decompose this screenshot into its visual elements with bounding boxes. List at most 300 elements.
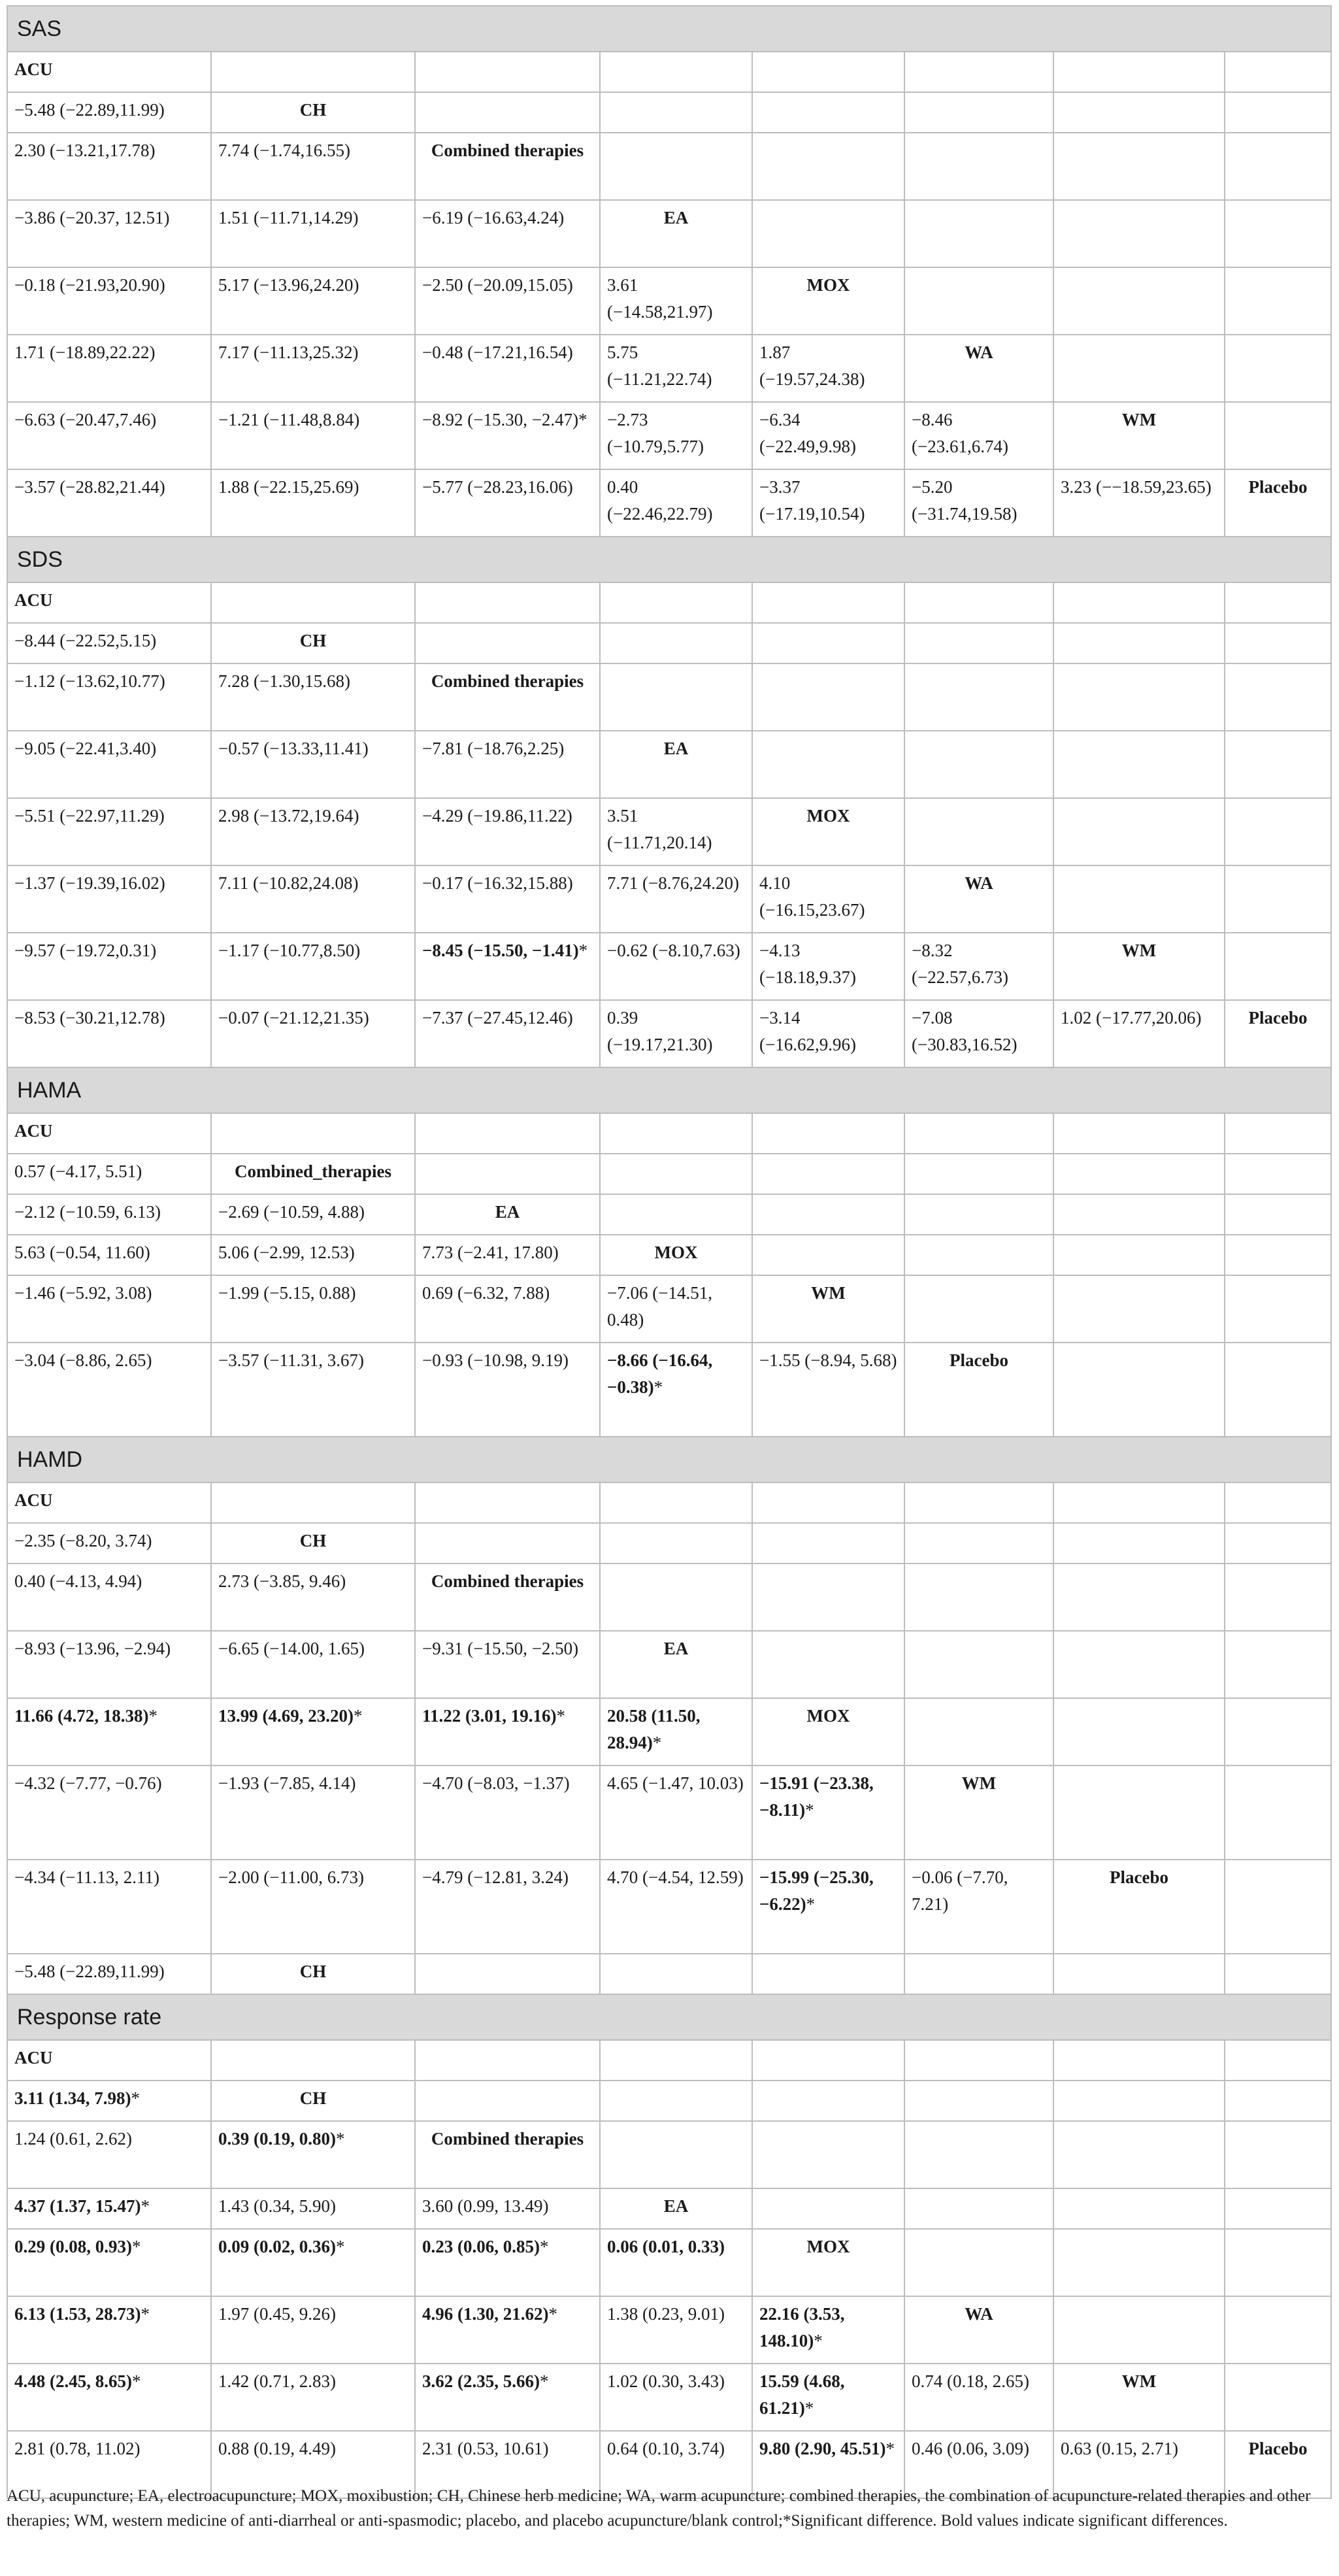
empty-cell — [1053, 92, 1225, 133]
empty-cell — [1225, 1765, 1331, 1860]
empty-cell — [904, 92, 1053, 133]
section-header-row — [7, 6, 1331, 52]
table-cell: 2.31 (0.53, 10.61) — [415, 2431, 600, 2498]
table-cell: 1.88 (−22.15,25.69) — [211, 469, 415, 537]
table-cell: −2.00 (−11.00, 6.73) — [211, 1860, 415, 1954]
treatment-label: WM — [1053, 402, 1225, 469]
significant-value: 0.06 (0.01, 0.33) — [607, 2237, 725, 2256]
empty-cell — [1053, 1631, 1225, 1698]
treatment-label: Placebo — [1225, 469, 1331, 537]
treatment-label: Placebo — [904, 1343, 1053, 1437]
empty-cell — [1225, 933, 1331, 1000]
empty-cell — [752, 2040, 904, 2081]
empty-cell — [600, 1523, 752, 1564]
significant-cell — [415, 2296, 600, 2364]
section-title: HAMA — [7, 1067, 1331, 1113]
table-cell: −8.46 (−23.61,6.74) — [904, 402, 1053, 469]
empty-cell — [752, 1564, 904, 1631]
empty-cell — [1053, 865, 1225, 933]
empty-cell — [904, 1564, 1053, 1631]
significance-marker: * — [814, 2331, 823, 2350]
empty-cell — [1053, 52, 1225, 92]
table-cell: −6.34 (−22.49,9.98) — [752, 402, 904, 469]
empty-cell — [1053, 2081, 1225, 2121]
table-cell: −0.18 (−21.93,20.90) — [7, 267, 211, 335]
empty-cell — [1225, 1482, 1331, 1523]
table-cell: 7.11 (−10.82,24.08) — [211, 865, 415, 933]
empty-cell — [415, 92, 600, 133]
empty-cell — [1225, 798, 1331, 865]
section-header-row — [7, 537, 1331, 582]
empty-cell — [1053, 1523, 1225, 1564]
table-cell: 0.63 (0.15, 2.71) — [1053, 2431, 1225, 2498]
table-cell: −4.13 (−18.18,9.37) — [752, 933, 904, 1000]
significant-cell — [7, 2229, 211, 2296]
significant-cell — [7, 2364, 211, 2431]
significant-value: −8.66 (−16.64, −0.38) — [607, 1350, 713, 1397]
table-cell: −8.53 (−30.21,12.78) — [7, 1000, 211, 1067]
empty-cell — [1225, 1698, 1331, 1765]
table-cell: −6.65 (−14.00, 1.65) — [211, 1631, 415, 1698]
table-cell: −8.32 (−22.57,6.73) — [904, 933, 1053, 1000]
table-cell: −1.12 (−13.62,10.77) — [7, 663, 211, 731]
table-row — [7, 267, 1331, 335]
empty-cell — [415, 2040, 600, 2081]
empty-cell — [600, 2040, 752, 2081]
empty-cell — [752, 1235, 904, 1275]
table-row — [7, 1698, 1331, 1765]
table-row — [7, 1113, 1331, 1154]
table-cell: 1.02 (0.30, 3.43) — [600, 2364, 752, 2431]
significant-value: 11.22 (3.01, 19.16) — [422, 1706, 557, 1726]
empty-cell — [1225, 1113, 1331, 1154]
table-cell: −8.92 (−15.30, −2.47)* — [415, 402, 600, 469]
empty-cell — [1225, 731, 1331, 798]
table-row — [7, 1564, 1331, 1631]
empty-cell — [904, 1113, 1053, 1154]
empty-cell — [1053, 731, 1225, 798]
empty-cell — [1225, 133, 1331, 200]
significant-cell — [415, 2229, 600, 2296]
table-cell: −6.19 (−16.63,4.24) — [415, 200, 600, 267]
empty-cell — [904, 52, 1053, 92]
table-cell: 3.60 (0.99, 13.49) — [415, 2188, 600, 2229]
table-cell: −1.17 (−10.77,8.50) — [211, 933, 415, 1000]
empty-cell — [752, 623, 904, 663]
significant-cell — [752, 1765, 904, 1860]
empty-cell — [904, 1698, 1053, 1765]
empty-cell — [904, 623, 1053, 663]
table-row — [7, 92, 1331, 133]
table-cell: −2.73 (−10.79,5.77) — [600, 402, 752, 469]
empty-cell — [904, 663, 1053, 731]
empty-cell — [1225, 1954, 1331, 1994]
empty-cell — [1053, 335, 1225, 402]
table-row — [7, 798, 1331, 865]
significance-marker: * — [141, 2304, 150, 2324]
significance-marker: * — [556, 1706, 565, 1726]
table-row — [7, 1765, 1331, 1860]
table-cell: −5.48 (−22.89,11.99) — [7, 92, 211, 133]
table-cell: 7.71 (−8.76,24.20) — [600, 865, 752, 933]
empty-cell — [904, 1954, 1053, 1994]
empty-cell — [1225, 335, 1331, 402]
empty-cell — [752, 663, 904, 731]
table-cell: −5.77 (−28.23,16.06) — [415, 469, 600, 537]
table-cell: −3.57 (−11.31, 3.67) — [211, 1343, 415, 1437]
empty-cell — [1053, 200, 1225, 267]
empty-cell — [600, 1113, 752, 1154]
table-row — [7, 933, 1331, 1000]
empty-cell — [1053, 663, 1225, 731]
empty-cell — [1225, 92, 1331, 133]
empty-cell — [904, 1194, 1053, 1235]
empty-cell — [415, 582, 600, 623]
table-cell: −8.93 (−13.96, −2.94) — [7, 1631, 211, 1698]
section-header-row — [7, 1994, 1331, 2040]
table-row — [7, 731, 1331, 798]
table-cell: −6.63 (−20.47,7.46) — [7, 402, 211, 469]
table-row — [7, 1631, 1331, 1698]
table-cell: 7.73 (−2.41, 17.80) — [415, 1235, 600, 1275]
empty-cell — [1225, 1564, 1331, 1631]
empty-cell — [1053, 1564, 1225, 1631]
table-cell: 1.97 (0.45, 9.26) — [211, 2296, 415, 2364]
significant-cell — [415, 1698, 600, 1765]
treatment-label: Combined_therapies — [211, 1154, 415, 1194]
treatment-label: MOX — [752, 798, 904, 865]
empty-cell — [1225, 623, 1331, 663]
empty-cell — [1225, 267, 1331, 335]
treatment-label: CH — [211, 623, 415, 663]
empty-cell — [600, 1194, 752, 1235]
significant-value: −8.45 (−15.50, −1.41) — [422, 941, 579, 960]
table-cell: −0.57 (−13.33,11.41) — [211, 731, 415, 798]
treatment-label: Combined therapies — [415, 2121, 600, 2188]
table-cell: 1.87 (−19.57,24.38) — [752, 335, 904, 402]
empty-cell — [904, 582, 1053, 623]
empty-cell — [1225, 1860, 1331, 1954]
significant-cell — [600, 2229, 752, 2296]
table-cell: −0.48 (−17.21,16.54) — [415, 335, 600, 402]
section-title: SDS — [7, 537, 1331, 582]
table-cell: 1.02 (−17.77,20.06) — [1053, 1000, 1225, 1067]
treatment-label: CH — [211, 2081, 415, 2121]
empty-cell — [415, 623, 600, 663]
table-row — [7, 52, 1331, 92]
empty-cell — [1225, 2364, 1331, 2431]
table-cell: 1.51 (−11.71,14.29) — [211, 200, 415, 267]
empty-cell — [600, 663, 752, 731]
significant-value: 22.16 (3.53, 148.10) — [759, 2304, 845, 2350]
table-row — [7, 1154, 1331, 1194]
significance-marker: * — [885, 2439, 895, 2458]
empty-cell — [1225, 1194, 1331, 1235]
table-row — [7, 582, 1331, 623]
empty-cell — [1225, 2188, 1331, 2229]
table-cell: 4.10 (−16.15,23.67) — [752, 865, 904, 933]
treatment-label: CH — [211, 92, 415, 133]
significance-marker: * — [539, 2237, 549, 2256]
table-cell: 0.40 (−4.13, 4.94) — [7, 1564, 211, 1631]
significant-cell — [7, 2188, 211, 2229]
empty-cell — [904, 731, 1053, 798]
table-row — [7, 1194, 1331, 1235]
empty-cell — [1225, 865, 1331, 933]
table-cell: −9.05 (−22.41,3.40) — [7, 731, 211, 798]
significance-marker: * — [653, 1377, 663, 1397]
significant-cell — [600, 1343, 752, 1437]
table-cell: 2.98 (−13.72,19.64) — [211, 798, 415, 865]
treatment-label: WM — [752, 1275, 904, 1343]
table-row — [7, 133, 1331, 200]
table-cell: −7.37 (−27.45,12.46) — [415, 1000, 600, 1067]
empty-cell — [1053, 2229, 1225, 2296]
table-cell: 0.46 (0.06, 3.09) — [904, 2431, 1053, 2498]
treatment-label: Placebo — [1225, 2431, 1331, 2498]
empty-cell — [600, 1954, 752, 1994]
empty-cell — [1053, 1275, 1225, 1343]
significant-cell — [415, 2364, 600, 2431]
empty-cell — [904, 1154, 1053, 1194]
table-row — [7, 200, 1331, 267]
empty-cell — [600, 2121, 752, 2188]
table-row — [7, 469, 1331, 537]
table-cell: 5.17 (−13.96,24.20) — [211, 267, 415, 335]
empty-cell — [600, 623, 752, 663]
treatment-label: Placebo — [1053, 1860, 1225, 1954]
table-cell: 0.39 (−19.17,21.30) — [600, 1000, 752, 1067]
table-cell: 3.51 (−11.71,20.14) — [600, 798, 752, 865]
table-cell: −5.48 (−22.89,11.99) — [7, 1954, 211, 1994]
significant-cell — [7, 2081, 211, 2121]
empty-cell — [904, 200, 1053, 267]
empty-cell — [600, 1564, 752, 1631]
table-cell: 2.30 (−13.21,17.78) — [7, 133, 211, 200]
table-cell: 4.70 (−4.54, 12.59) — [600, 1860, 752, 1954]
significant-cell — [600, 1698, 752, 1765]
table-cell: −2.50 (−20.09,15.05) — [415, 267, 600, 335]
significance-marker: * — [141, 2196, 150, 2216]
table-cell: −7.06 (−14.51, 0.48) — [600, 1275, 752, 1343]
empty-cell — [1053, 798, 1225, 865]
significance-marker: * — [335, 2237, 345, 2256]
empty-cell — [752, 92, 904, 133]
significant-cell — [7, 2296, 211, 2364]
empty-cell — [211, 52, 415, 92]
empty-cell — [1225, 2121, 1331, 2188]
empty-cell — [211, 2040, 415, 2081]
empty-cell — [415, 1113, 600, 1154]
table-cell: −3.14 (−16.62,9.96) — [752, 1000, 904, 1067]
league-table-container — [7, 5, 1331, 2499]
empty-cell — [904, 267, 1053, 335]
empty-cell — [415, 1154, 600, 1194]
treatment-label: CH — [211, 1954, 415, 1994]
empty-cell — [752, 133, 904, 200]
empty-cell — [1225, 2296, 1331, 2364]
empty-cell — [904, 2188, 1053, 2229]
significant-value: 0.09 (0.02, 0.36) — [218, 2237, 336, 2256]
treatment-label: EA — [600, 200, 752, 267]
treatment-label: Combined therapies — [415, 663, 600, 731]
table-row — [7, 663, 1331, 731]
significant-cell — [7, 1698, 211, 1765]
table-row — [7, 2040, 1331, 2081]
empty-cell — [415, 52, 600, 92]
empty-cell — [752, 2188, 904, 2229]
treatment-label: Combined therapies — [415, 133, 600, 200]
significant-value: 15.59 (4.68, 61.21) — [759, 2371, 845, 2418]
empty-cell — [600, 133, 752, 200]
table-row — [7, 2188, 1331, 2229]
table-cell: −4.29 (−19.86,11.22) — [415, 798, 600, 865]
table-row — [7, 1275, 1331, 1343]
empty-cell — [1053, 1954, 1225, 1994]
table-cell: 7.28 (−1.30,15.68) — [211, 663, 415, 731]
empty-cell — [1225, 1523, 1331, 1564]
significant-value: 13.99 (4.69, 23.20) — [218, 1706, 354, 1726]
significance-marker: * — [804, 2398, 814, 2418]
treatment-label: MOX — [600, 1235, 752, 1275]
section-title: SAS — [7, 6, 1331, 52]
empty-cell — [1053, 133, 1225, 200]
treatment-label: Combined therapies — [415, 1564, 600, 1631]
treatment-label: CH — [211, 1523, 415, 1564]
empty-cell — [904, 2081, 1053, 2121]
table-row — [7, 623, 1331, 663]
table-row — [7, 1954, 1331, 1994]
treatment-label: WA — [904, 335, 1053, 402]
significant-value: 0.29 (0.08, 0.93) — [14, 2237, 132, 2256]
table-cell: −4.32 (−7.77, −0.76) — [7, 1765, 211, 1860]
treatment-label: MOX — [752, 2229, 904, 2296]
empty-cell — [752, 52, 904, 92]
table-cell: −1.93 (−7.85, 4.14) — [211, 1765, 415, 1860]
significance-marker: * — [353, 1706, 363, 1726]
table-cell: −4.70 (−8.03, −1.37) — [415, 1765, 600, 1860]
table-row — [7, 1000, 1331, 1067]
table-cell: −0.07 (−21.12,21.35) — [211, 1000, 415, 1067]
table-cell: 5.75 (−11.21,22.74) — [600, 335, 752, 402]
significant-value: 0.23 (0.06, 0.85) — [422, 2237, 540, 2256]
empty-cell — [904, 1235, 1053, 1275]
empty-cell — [752, 1954, 904, 1994]
treatment-label: WA — [904, 865, 1053, 933]
empty-cell — [1225, 582, 1331, 623]
table-row — [7, 1523, 1331, 1564]
empty-cell — [1053, 582, 1225, 623]
table-cell: −1.37 (−19.39,16.02) — [7, 865, 211, 933]
significance-marker: * — [806, 1894, 816, 1914]
table-cell: −7.81 (−18.76,2.25) — [415, 731, 600, 798]
table-cell: 7.74 (−1.74,16.55) — [211, 133, 415, 200]
table-cell: 0.40 (−22.46,22.79) — [600, 469, 752, 537]
table-cell: 0.64 (0.10, 3.74) — [600, 2431, 752, 2498]
empty-cell — [600, 1154, 752, 1194]
treatment-label: EA — [415, 1194, 600, 1235]
table-cell: 1.43 (0.34, 5.90) — [211, 2188, 415, 2229]
treatment-label: MOX — [752, 267, 904, 335]
significance-marker: * — [652, 1733, 662, 1752]
table-cell: 1.38 (0.23, 9.01) — [600, 2296, 752, 2364]
table-cell: −4.79 (−12.81, 3.24) — [415, 1860, 600, 1954]
empty-cell — [600, 92, 752, 133]
table-cell: 3.61 (−14.58,21.97) — [600, 267, 752, 335]
empty-cell — [904, 2229, 1053, 2296]
table-cell: 0.69 (−6.32, 7.88) — [415, 1275, 600, 1343]
significance-marker: * — [148, 1706, 157, 1726]
table-cell: −3.57 (−28.82,21.44) — [7, 469, 211, 537]
significant-cell — [211, 2229, 415, 2296]
treatment-label: MOX — [752, 1698, 904, 1765]
table-cell: 0.88 (0.19, 4.49) — [211, 2431, 415, 2498]
table-cell: 0.74 (0.18, 2.65) — [904, 2364, 1053, 2431]
empty-cell — [600, 52, 752, 92]
empty-cell — [1225, 52, 1331, 92]
table-cell: −2.69 (−10.59, 4.88) — [211, 1194, 415, 1235]
empty-cell — [752, 1194, 904, 1235]
empty-cell — [211, 1113, 415, 1154]
significant-value: 11.66 (4.72, 18.38) — [14, 1706, 149, 1726]
treatment-label: ACU — [7, 2040, 211, 2081]
table-cell: 4.65 (−1.47, 10.03) — [600, 1765, 752, 1860]
significant-value: 6.13 (1.53, 28.73) — [14, 2304, 141, 2324]
significant-value: 3.62 (2.35, 5.66) — [422, 2371, 540, 2391]
empty-cell — [904, 2040, 1053, 2081]
treatment-label: Placebo — [1225, 1000, 1331, 1067]
empty-cell — [1225, 2229, 1331, 2296]
table-footnote: ACU, acupuncture; EA, electroacupuncture; MOX, moxibustion; CH, Chinese herb medicine; WA, warm acupuncture; combined therapies, the combination of acupuncture-related therapies and other therapies; WM, western medicine of anti-diarrheal or anti-spasmodic; placebo, and placebo acupuncture/blank control;*Significant difference. Bold values indicate significant differences. — [7, 2487, 1311, 2530]
significance-marker: * — [131, 2371, 141, 2391]
table-cell: 2.73 (−3.85, 9.46) — [211, 1564, 415, 1631]
section-header-row — [7, 1437, 1331, 1482]
significance-marker: * — [335, 2129, 345, 2149]
table-cell: −0.93 (−10.98, 9.19) — [415, 1343, 600, 1437]
table-cell: −5.20 (−31.74,19.58) — [904, 469, 1053, 537]
empty-cell — [415, 1954, 600, 1994]
table-cell: −9.57 (−19.72,0.31) — [7, 933, 211, 1000]
significant-value: 4.48 (2.45, 8.65) — [14, 2371, 132, 2391]
empty-cell — [904, 133, 1053, 200]
table-cell: −8.44 (−22.52,5.15) — [7, 623, 211, 663]
treatment-label: EA — [600, 1631, 752, 1698]
empty-cell — [752, 1482, 904, 1523]
empty-cell — [752, 200, 904, 267]
empty-cell — [1225, 663, 1331, 731]
empty-cell — [904, 1482, 1053, 1523]
table-row — [7, 335, 1331, 402]
table-cell: −0.62 (−8.10,7.63) — [600, 933, 752, 1000]
table-cell: 2.81 (0.78, 11.02) — [7, 2431, 211, 2498]
empty-cell — [1053, 2040, 1225, 2081]
empty-cell — [752, 1523, 904, 1564]
empty-cell — [904, 798, 1053, 865]
significant-cell — [211, 1698, 415, 1765]
significance-marker: * — [805, 1800, 814, 1820]
empty-cell — [752, 731, 904, 798]
table-cell: −7.08 (−30.83,16.52) — [904, 1000, 1053, 1067]
league-table — [7, 5, 1332, 2499]
table-cell: 1.42 (0.71, 2.83) — [211, 2364, 415, 2431]
significance-marker: * — [578, 941, 588, 960]
empty-cell — [1053, 1235, 1225, 1275]
treatment-label: EA — [600, 731, 752, 798]
table-row — [7, 1235, 1331, 1275]
empty-cell — [752, 2121, 904, 2188]
empty-cell — [1225, 1343, 1331, 1437]
table-cell: 0.57 (−4.17, 5.51) — [7, 1154, 211, 1194]
